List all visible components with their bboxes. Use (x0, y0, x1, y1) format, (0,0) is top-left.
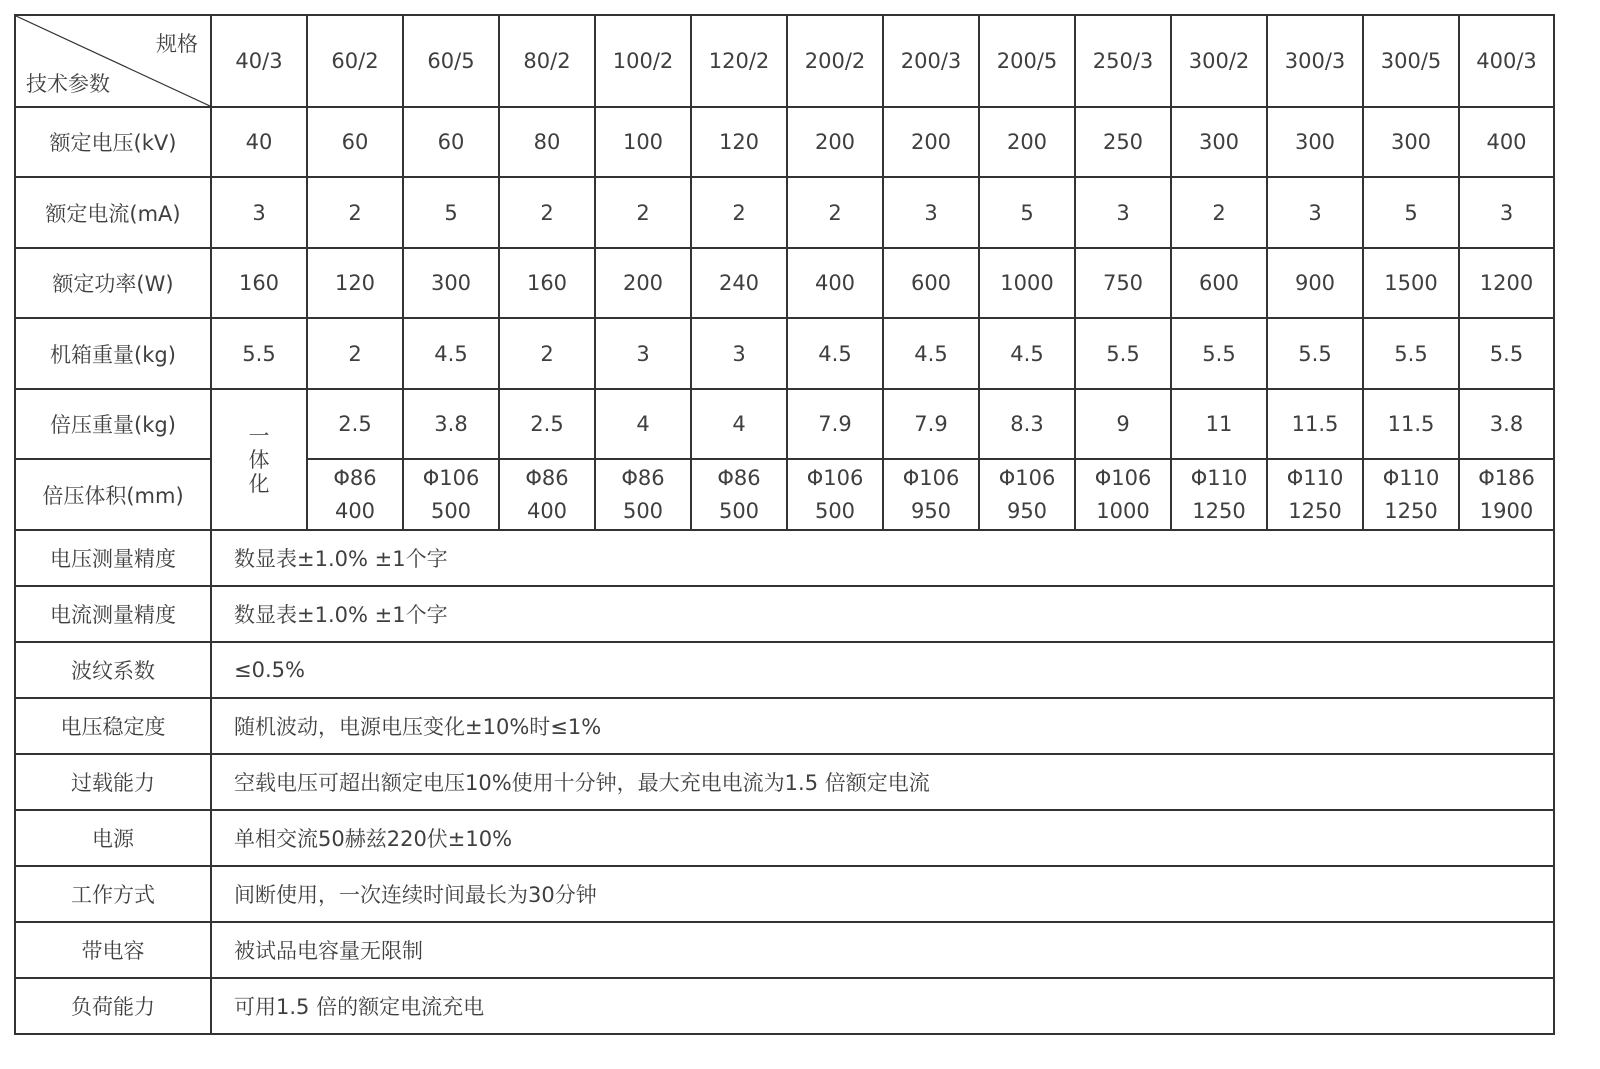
value-cell: 200 (595, 248, 691, 318)
volume-length: 950 (910, 498, 952, 523)
spec-value: 可用1.5 倍的额定电流充电 (211, 978, 1554, 1034)
spec-value: 数显表±1.0% ±1个字 (211, 586, 1554, 642)
value-cell: 160 (499, 248, 595, 318)
value-cell: 600 (1171, 248, 1267, 318)
value-cell: 200 (979, 107, 1075, 177)
volume-cell (691, 459, 787, 530)
value-cell: 300 (1267, 107, 1363, 177)
value-cell: 300 (403, 248, 499, 318)
volume-length: 500 (814, 498, 856, 523)
value-cell: 5 (979, 177, 1075, 248)
value-cell: 40 (211, 107, 307, 177)
spec-value: 空载电压可超出额定电压10%使用十分钟，最大充电电流为1.5 倍额定电流 (211, 754, 1554, 810)
spec-value: 被试品电容量无限制 (211, 922, 1554, 978)
volume-cell (1363, 459, 1459, 530)
value-cell: 3 (883, 177, 979, 248)
value-cell: 240 (691, 248, 787, 318)
param-label: 倍压重量(kg) (15, 389, 211, 459)
value-cell: 4.5 (787, 318, 883, 389)
value-cell: 600 (883, 248, 979, 318)
integrated-cell (211, 389, 307, 530)
value-cell: 200 (883, 107, 979, 177)
value-cell: 4.5 (979, 318, 1075, 389)
model-header: 300/5 (1363, 15, 1459, 107)
spec-value: 单相交流50赫兹220伏±10% (211, 810, 1554, 866)
model-header: 300/2 (1171, 15, 1267, 107)
model-header: 400/3 (1459, 15, 1554, 107)
value-cell: 100 (595, 107, 691, 177)
value-cell: 2.5 (307, 389, 403, 459)
value-cell: 60 (403, 107, 499, 177)
value-cell: 120 (307, 248, 403, 318)
volume-length: 950 (1006, 498, 1048, 523)
param-label: 额定电压(kV) (15, 107, 211, 177)
param-label: 机箱重量(kg) (15, 318, 211, 389)
corner-label-spec: 规格 (156, 32, 198, 56)
volume-cell (1075, 459, 1171, 530)
volume-diameter: Φ86 (717, 465, 761, 490)
value-cell: 300 (1363, 107, 1459, 177)
volume-diameter: Φ106 (902, 465, 960, 490)
param-label: 倍压体积(mm) (15, 459, 211, 530)
value-cell: 3 (1267, 177, 1363, 248)
value-cell: 9 (1075, 389, 1171, 459)
table-row (15, 177, 1554, 248)
value-cell: 750 (1075, 248, 1171, 318)
table-row (15, 248, 1554, 318)
spec-label: 过载能力 (15, 754, 211, 810)
value-cell: 200 (787, 107, 883, 177)
value-cell: 5.5 (1459, 318, 1554, 389)
value-cell: 11.5 (1363, 389, 1459, 459)
table-row (15, 107, 1554, 177)
model-header: 200/2 (787, 15, 883, 107)
value-cell: 3 (595, 318, 691, 389)
spec-label: 工作方式 (15, 866, 211, 922)
volume-cell (403, 459, 499, 530)
value-cell: 80 (499, 107, 595, 177)
integrated-char: 化 (248, 471, 270, 496)
volume-length: 1000 (1096, 498, 1150, 523)
volume-cell (307, 459, 403, 530)
spec-row (15, 810, 1554, 866)
volume-cell (1171, 459, 1267, 530)
volume-diameter: Φ106 (998, 465, 1056, 490)
volume-diameter: Φ86 (621, 465, 665, 490)
value-cell: 11.5 (1267, 389, 1363, 459)
value-cell: 60 (307, 107, 403, 177)
table-row (15, 389, 1554, 459)
value-cell: 7.9 (787, 389, 883, 459)
volume-diameter: Φ106 (1094, 465, 1152, 490)
value-cell: 1200 (1459, 248, 1554, 318)
model-header: 120/2 (691, 15, 787, 107)
spec-row (15, 530, 1554, 586)
volume-diameter: Φ86 (333, 465, 377, 490)
value-cell: 1500 (1363, 248, 1459, 318)
spec-value: 间断使用，一次连续时间最长为30分钟 (211, 866, 1554, 922)
volume-diameter: Φ110 (1190, 465, 1248, 490)
value-cell: 4 (691, 389, 787, 459)
value-cell: 5 (1363, 177, 1459, 248)
value-cell: 2 (1171, 177, 1267, 248)
value-cell: 2 (787, 177, 883, 248)
value-cell: 900 (1267, 248, 1363, 318)
volume-cell (979, 459, 1075, 530)
spec-row (15, 642, 1554, 698)
value-cell: 3 (691, 318, 787, 389)
volume-diameter: Φ86 (525, 465, 569, 490)
value-cell: 8.3 (979, 389, 1075, 459)
value-cell: 2 (307, 177, 403, 248)
spec-label: 带电容 (15, 922, 211, 978)
spec-row (15, 922, 1554, 978)
value-cell: 11 (1171, 389, 1267, 459)
value-cell: 5 (403, 177, 499, 248)
value-cell: 300 (1171, 107, 1267, 177)
volume-diameter: Φ110 (1382, 465, 1440, 490)
value-cell: 2 (499, 177, 595, 248)
model-header: 200/5 (979, 15, 1075, 107)
spec-value: ≤0.5% (211, 642, 1554, 698)
value-cell: 1000 (979, 248, 1075, 318)
param-label: 额定功率(W) (15, 248, 211, 318)
volume-diameter: Φ106 (806, 465, 864, 490)
model-header: 80/2 (499, 15, 595, 107)
model-header: 100/2 (595, 15, 691, 107)
volume-length: 400 (334, 498, 376, 523)
volume-length: 1250 (1288, 498, 1342, 523)
value-cell: 3 (1075, 177, 1171, 248)
corner-header-cell (15, 15, 211, 107)
value-cell: 3.8 (403, 389, 499, 459)
value-cell: 400 (787, 248, 883, 318)
value-cell: 2 (307, 318, 403, 389)
header-row (15, 15, 1554, 107)
value-cell: 250 (1075, 107, 1171, 177)
value-cell: 3.8 (1459, 389, 1554, 459)
value-cell: 5.5 (1267, 318, 1363, 389)
param-label: 额定电流(mA) (15, 177, 211, 248)
spec-label: 电压稳定度 (15, 698, 211, 754)
spec-row (15, 698, 1554, 754)
model-header: 40/3 (211, 15, 307, 107)
spec-label: 负荷能力 (15, 978, 211, 1034)
spec-label: 波纹系数 (15, 642, 211, 698)
model-header: 300/3 (1267, 15, 1363, 107)
value-cell: 4 (595, 389, 691, 459)
volume-cell (595, 459, 691, 530)
volume-length: 500 (718, 498, 760, 523)
value-cell: 3 (1459, 177, 1554, 248)
volume-length: 1250 (1192, 498, 1246, 523)
spec-row (15, 754, 1554, 810)
spec-label: 电源 (15, 810, 211, 866)
volume-cell (787, 459, 883, 530)
integrated-char: 一 (248, 423, 270, 448)
volume-length: 1250 (1384, 498, 1438, 523)
volume-cell (883, 459, 979, 530)
value-cell: 3 (211, 177, 307, 248)
volume-length: 400 (526, 498, 568, 523)
value-cell: 160 (211, 248, 307, 318)
table-row (15, 318, 1554, 389)
value-cell: 400 (1459, 107, 1554, 177)
value-cell: 5.5 (1075, 318, 1171, 389)
volume-diameter: Φ110 (1286, 465, 1344, 490)
corner-label-param: 技术参数 (26, 72, 110, 96)
spec-value: 随机波动，电源电压变化±10%时≤1% (211, 698, 1554, 754)
value-cell: 4.5 (403, 318, 499, 389)
value-cell: 4.5 (883, 318, 979, 389)
spec-row (15, 586, 1554, 642)
value-cell: 2 (691, 177, 787, 248)
spec-table (14, 14, 1555, 1035)
model-header: 250/3 (1075, 15, 1171, 107)
value-cell: 120 (691, 107, 787, 177)
spec-value: 数显表±1.0% ±1个字 (211, 530, 1554, 586)
model-header: 200/3 (883, 15, 979, 107)
volume-length: 500 (622, 498, 664, 523)
integrated-char: 体 (248, 447, 270, 472)
value-cell: 2 (499, 318, 595, 389)
volume-cell (499, 459, 595, 530)
volume-diameter: Φ186 (1478, 465, 1535, 490)
volume-length: 500 (430, 498, 472, 523)
value-cell: 5.5 (1363, 318, 1459, 389)
volume-diameter: Φ106 (422, 465, 480, 490)
spec-label: 电流测量精度 (15, 586, 211, 642)
value-cell: 5.5 (1171, 318, 1267, 389)
volume-length: 1900 (1479, 498, 1534, 523)
volume-cell (1459, 459, 1554, 530)
spec-label: 电压测量精度 (15, 530, 211, 586)
volume-cell (1267, 459, 1363, 530)
spec-row (15, 978, 1554, 1034)
value-cell: 5.5 (211, 318, 307, 389)
value-cell: 2 (595, 177, 691, 248)
spec-row (15, 866, 1554, 922)
value-cell: 2.5 (499, 389, 595, 459)
model-header: 60/5 (403, 15, 499, 107)
value-cell: 7.9 (883, 389, 979, 459)
model-header: 60/2 (307, 15, 403, 107)
